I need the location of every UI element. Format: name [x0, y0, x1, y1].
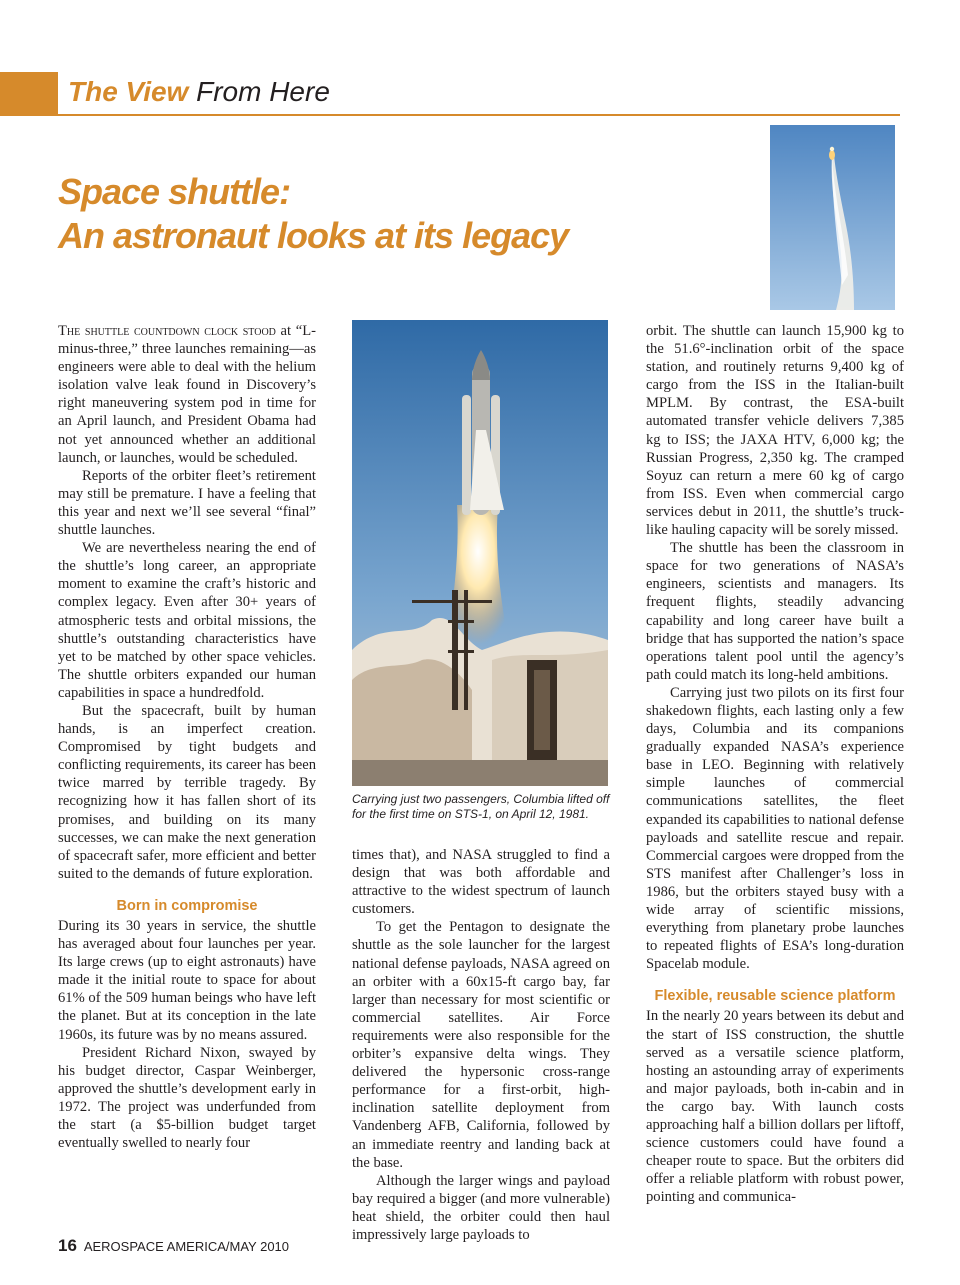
paragraph: orbit. The shuttle can launch 15,900 kg to the 51.6°-inclination orbit of the space station, and routinely returns 9,400 kg of cargo from the ISS in the Italian-built MPLM. By contrast, the ESA-built automated transfer vehicle delivers 7,385 kg to ISS; the JAXA HTV, 6,000 kg; the Russian Progress, 2,350 kg. The cramped Soyuz can return a mere 60 kg of cargo from ISS. Even when commercial cargo services debut in 2011, the shuttle’s truck-like hauling capacity will be sorely missed.	[646, 323, 904, 539]
column-2	[352, 846, 610, 1244]
column-1	[58, 322, 316, 1152]
paragraph: To get the Pentagon to designate the shuttle as the sole launcher for the largest national defense payloads, NASA agreed on an orbiter with a 60x15-ft cargo bay, far larger than necessary for most scientific or commercial satellites. Air Force requirements were also responsible for the orbiter’s expansive delta wings. They delivered the hypersonic cross-range performance for a first-orbit, high-inclination satellite deployment from Vandenberg AFB, California, followed by an immediate reentry and landing back at the base.	[352, 919, 610, 1171]
subheading: Born in compromise	[116, 897, 258, 914]
headline-line-1: Space shuttle:	[58, 171, 291, 212]
page-number: 16	[58, 1236, 77, 1255]
paragraph: Reports of the orbiter fleet’s retirement may still be premature. I have a feeling that this year and next we’ll see several “final” shuttle launches.	[58, 467, 316, 539]
photo-caption: Carrying just two passengers, Columbia lifted off for the first time on STS-1, on April 12, 1981.	[352, 792, 610, 821]
paragraph: times that), and NASA struggled to find a design that was both affordable and attractive to the widest spectrum of launch customers.	[352, 847, 610, 918]
paragraph: We are nevertheless nearing the end of the shuttle’s long career, an appropriate moment to examine the craft’s historic and complex legacy. Even after 30+ years of atmospheric tests and orbital missions, the shuttle’s outstanding characteristics have yet to be matched by other space vehicles. The shuttle orbiters expanded our human capabilities in space a hundredfold.	[58, 540, 316, 701]
page-footer	[58, 1236, 289, 1256]
section-rule	[58, 114, 900, 116]
paragraph: The shuttle has been the classroom in space for two generations of NASA’s engineers, scientists and managers. Its frequent flights, steadily advancing capability and long career have built a bridge that has supported the nation’s space operations talent pool until the agency’s path could match its long-held ambitions.	[646, 540, 904, 683]
lead-in: The shuttle countdown clock stood	[58, 323, 276, 339]
column-3	[646, 322, 904, 1207]
paragraph-text: at “L-minus-three,” three launches remaining—as engineers were able to deal with the helium isolation valve leak found in Discovery’s right maneuvering system pod in time for an April launch, and President Obama had not yet announced whether an additional launch, or launches, would be scheduled.	[58, 323, 316, 466]
section-title	[68, 76, 330, 108]
paragraph: Carrying just two pilots on its first four shakedown flights, each lasting only a few days, Columbia and its companions gradually expanded NASA’s experience base in LEO. Beginning with relatively simple launches of commercial communications satellites, the fleet expanded its capabilities to national defense payloads and satellite rescue and repair. Commercial cargoes were dropped from the STS manifest after Challenger’s loss in 1986, but the orbiters stayed busy with a wide array of scientific missions, everything from planetary probe launches to repeated flights of ESA’s long-duration Spacelab module.	[646, 684, 904, 973]
section-title-rest: From Here	[188, 76, 330, 107]
paragraph: But the spacecraft, built by human hands, is an imperfect creation. Compromised by tight budgets and conflicting requirements, its career has been twice marred by terrible tragedy. By recognizing how it has fallen short of its promises, and building on its many successes, we can make the next generation of spacecraft safer, more efficient and better suited to the demands of future exploration.	[58, 702, 316, 882]
subheading: Flexible, reusable science platform	[654, 988, 896, 1005]
article-headline	[58, 170, 568, 258]
headline-line-2: An astronaut looks at its legacy	[58, 215, 569, 256]
paragraph: Although the larger wings and payload bay required a bigger (and more vulnerable) heat shield, the orbiter could then haul impressively large payloads to	[352, 1172, 610, 1243]
paragraph: During its 30 years in service, the shuttle has averaged about four launches per year. Its large crews (up to eight astronauts) have made it the initial route to space for about 61% of the 509 human beings who have left the planet. But at its conception in the late 1960s, its future was by no means assured.	[58, 918, 316, 1043]
section-title-accent: The View	[68, 76, 189, 107]
shuttle-launch-photo	[352, 320, 608, 786]
paragraph: In the nearly 20 years between its debut and the start of ISS construction, the shuttle served as a versatile science platform, hosting an astounding array of experiments and major payloads, both in-cabin and in the cargo bay. With launch costs approaching half a billion dollars per liftoff, science customers could have found a cheaper route to space. But the orbiters did offer a reliable platform with robust power, pointing and communica-	[646, 1008, 904, 1206]
launch-thumbnail-image	[770, 125, 895, 310]
paragraph	[58, 322, 316, 467]
paragraph: President Richard Nixon, swayed by his budget director, Caspar Weinberger, approved the shuttle’s development early in 1972. The project was underfunded from the start (a $5-billion budget target eventually swelled to nearly four	[58, 1044, 316, 1152]
section-color-bar	[0, 72, 58, 116]
publication-name: AEROSPACE AMERICA/MAY 2010	[83, 1239, 290, 1254]
